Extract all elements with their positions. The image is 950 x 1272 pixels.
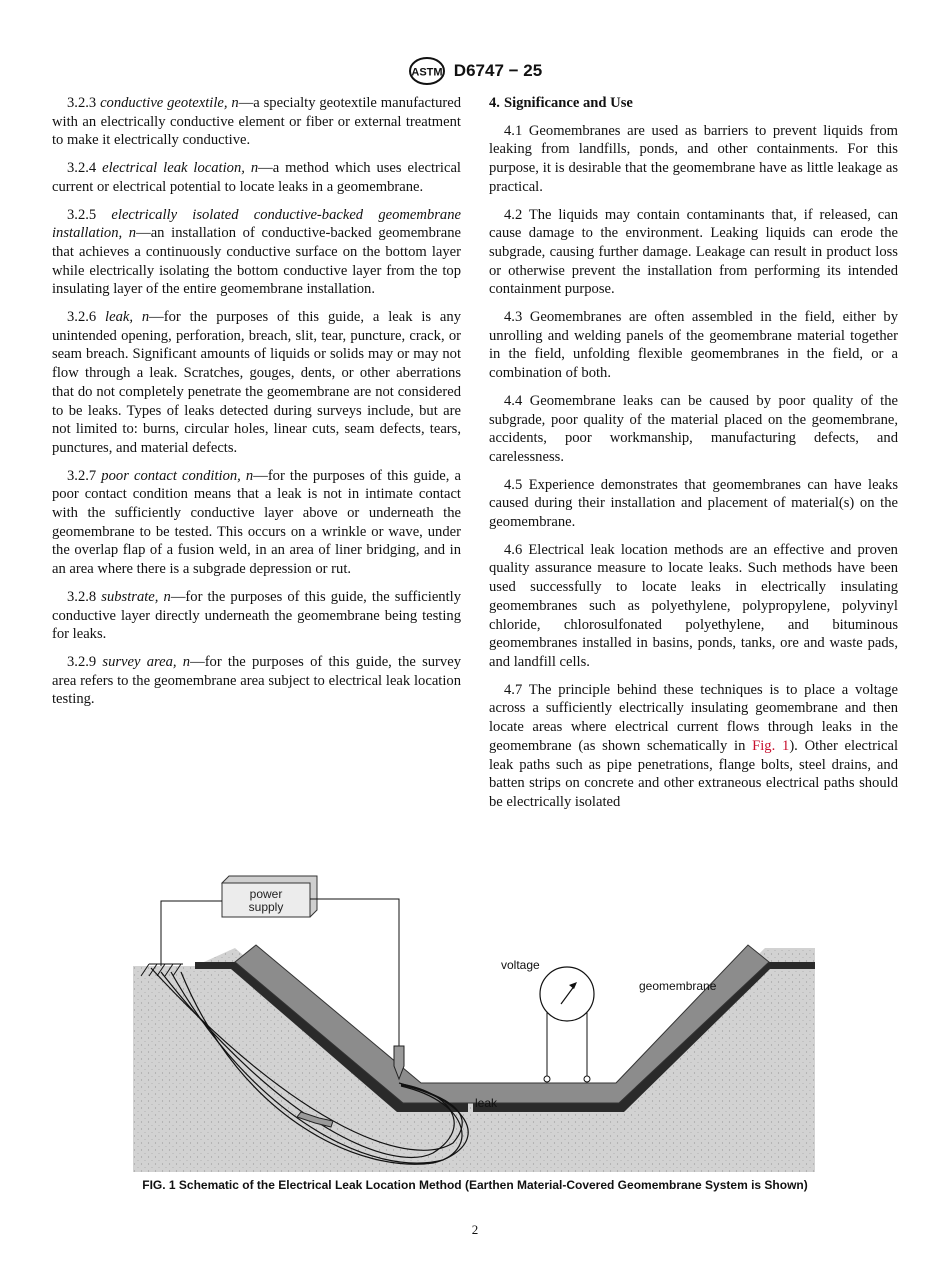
defined-term: leak, n bbox=[105, 309, 150, 326]
page-header bbox=[0, 56, 950, 86]
power-supply-label: power bbox=[249, 887, 283, 901]
defined-term: conductive geotextile, n bbox=[100, 95, 239, 111]
definition-paragraph: 3.2.5 electrically isolated conductive-backed geomembrane installation, n—an installation of conductive-backed geomembrane that achieves a continuously conductive surface on the bottom layer while electrically isolating the bottom conductive layer from the top insulating layer of the entire geomembrane installation. bbox=[52, 206, 462, 298]
page-number: 2 bbox=[471, 1222, 479, 1237]
significance-paragraph: 4.4 Geomembrane leaks can be caused by poor quality of the subgrade, poor quality of the material placed on the geomembrane, accidents, poor workmanship, manufacturing defects, and carelessness. bbox=[489, 392, 898, 465]
significance-paragraph: 4.5 Experience demonstrates that geomembranes can have leaks caused during their installation and placement of material(s) on the geomembrane. bbox=[489, 476, 899, 531]
definition-paragraph: 3.2.9 survey area, n—for the purposes of this guide, the survey area refers to the geomembrane area subject to electrical leak location testing. bbox=[52, 653, 461, 708]
voltmeter bbox=[540, 967, 594, 1082]
leak-label: leak bbox=[475, 1096, 498, 1110]
defined-term: substrate, n bbox=[101, 588, 171, 605]
defined-term: electrically isolated conductive-backed geomembrane installation, n bbox=[52, 206, 462, 242]
definition-paragraph: 3.2.6 leak, n—for the purposes of this guide, a leak is any unintended opening, perforation, breach, slit, tear, puncture, crack, or seam breach. Significant amounts of liquids or solids may or may not flow through a leak. Scratches, gouges, dents, or other aberrations that do not completely penetrate the geomembrane are not considered to be leaks. Types of leaks detected during surveys include, but are not limited to: burns, circular holes, linear cuts, seam defects, tears, punctures, and material defects. bbox=[52, 309, 462, 456]
figure-1-schematic bbox=[133, 868, 815, 1172]
right-column bbox=[489, 94, 898, 821]
power-supply-label: supply bbox=[248, 900, 284, 914]
wire bbox=[161, 901, 222, 966]
definition-paragraph: 3.2.8 substrate, n—for the purposes of this guide, the sufficiently conductive layer directly underneath the geomembrane being testing for leaks. bbox=[52, 588, 462, 643]
power-supply-box bbox=[222, 876, 317, 917]
section-heading: 4. Significance and Use bbox=[489, 95, 633, 111]
significance-paragraph: 4.1 Geomembranes are used as barriers to prevent liquids from leaking from landfills, ponds, and other containments. For this purpose, it is desirable that the geomembrane have as little leakage as practical. bbox=[489, 122, 898, 195]
astm-logo-icon bbox=[408, 56, 446, 86]
figure-1-link[interactable]: Fig. 1 bbox=[752, 737, 790, 754]
voltage-label: voltage bbox=[501, 958, 540, 972]
significance-paragraph: 4.2 The liquids may contain contaminants that, if released, can cause damage to the environment. Leaking liquids can erode the subgrade, causing further damage. Leakage can result in product loss or otherwise prevent the installation from performing its intended containment purpose. bbox=[489, 206, 898, 298]
significance-paragraph: 4.3 Geomembranes are often assembled in the field, either by unrolling and welding panels of the geomembrane material together in the field, unfolding flexible geomembranes in the field, or a combination of both. bbox=[489, 309, 898, 382]
left-column bbox=[52, 94, 461, 718]
defined-term: survey area, n bbox=[102, 653, 191, 670]
definition-paragraph: 3.2.4 electrical leak location, n—a method which uses electrical current or electrical potential to locate leaks in a geomembrane. bbox=[52, 160, 461, 195]
defined-term: electrical leak location, n bbox=[102, 160, 259, 177]
svg-text:ASTM: ASTM bbox=[411, 66, 443, 79]
definition-paragraph: 3.2.3 conductive geotextile, n—a specialty geotextile manufactured with an electrically conductive element or fiber or external treatment to make it electrically conductive. bbox=[52, 95, 462, 149]
figure-caption: FIG. 1 Schematic of the Electrical Leak Location Method (Earthen Material-Covered Geomembrane System is Shown) bbox=[142, 1178, 808, 1192]
significance-paragraph: 4.6 Electrical leak location methods are an effective and proven quality assurance measure to locate leaks. Such methods have been used successfully to locate leaks in electrically insulating geomembranes such as polyethylene, polypropylene, polyvinyl chloride, chlorosulfonated polyethylene, and bituminous geomembranes installed in basins, ponds, tanks, ore and waste pads, and landfill cells. bbox=[489, 541, 898, 670]
geomembrane-label: geomembrane bbox=[639, 979, 717, 993]
defined-term: poor contact condition, n bbox=[101, 467, 254, 484]
document-id: D6747 − 25 bbox=[453, 61, 543, 80]
definition-paragraph: 3.2.7 poor contact condition, n—for the purposes of this guide, a poor contact condition means that a leak is not in intimate contact with the sufficiently conductive layer above or underneath the geomembrane to be tested. This occurs on a wrinkle or wave, under the overlap flap of a fusion weld, in an area of liner bridging, and in an area where there is a subgrade depression or rut. bbox=[52, 467, 461, 578]
paragraph-4-7: 4.7 The principle behind these techniques is to place a voltage across a sufficiently electrically insulating geomembrane and then locate areas where electrical current flows through leaks in the geomembrane (as shown schematically in Fig. 1). Other electrical leak paths such as pipe penetrations, flange bolts, steel drains, and batten strips on concrete and other extraneous electrical paths should be electrically isolated bbox=[489, 681, 899, 810]
